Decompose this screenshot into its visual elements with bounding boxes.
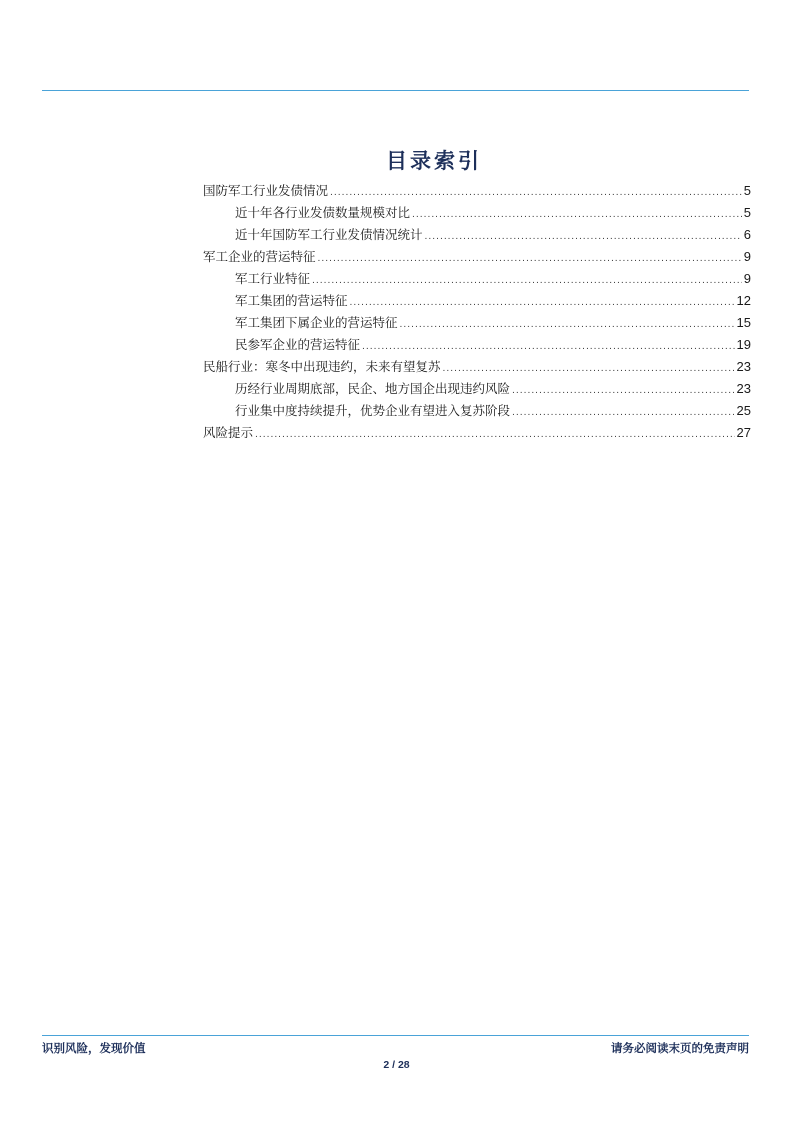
toc-entry-title: 行业集中度持续提升，优势企业有望进入复苏阶段 <box>235 403 511 418</box>
header-divider <box>42 90 749 91</box>
toc-entry[interactable] <box>203 268 751 290</box>
toc-entry-title: 近十年各行业发债数量规模对比 <box>235 205 411 220</box>
toc-entry-page: 6 <box>743 227 751 242</box>
page-number: 2 / 28 <box>383 1059 410 1071</box>
toc-entry-title: 国防军工行业发债情况 <box>203 183 329 198</box>
toc-leader-dots <box>443 358 735 380</box>
toc-entry-title: 军工集团下属企业的营运特征 <box>235 315 398 330</box>
toc-entry-title: 近十年国防军工行业发债情况统计 <box>235 227 423 242</box>
toc-entry[interactable] <box>203 378 751 400</box>
toc-leader-dots <box>412 204 742 226</box>
toc-entry[interactable] <box>203 356 751 378</box>
toc-leader-dots <box>330 182 742 204</box>
toc-entry-page: 5 <box>743 205 751 220</box>
toc-entry-title: 民船行业：寒冬中出现违约，未来有望复苏 <box>203 359 441 374</box>
toc-leader-dots <box>362 336 735 358</box>
toc-entry-page: 27 <box>736 425 751 440</box>
toc-entry[interactable] <box>203 290 751 312</box>
toc-entry[interactable] <box>203 422 751 444</box>
toc-entry-page: 19 <box>736 337 751 352</box>
toc-entry-page: 5 <box>743 183 751 198</box>
toc-entry[interactable] <box>203 312 751 334</box>
toc-leader-dots <box>312 270 742 292</box>
table-of-contents <box>203 180 751 444</box>
toc-entry-title: 风险提示 <box>203 425 254 440</box>
toc-entry-page: 23 <box>736 381 751 396</box>
toc-leader-dots <box>400 314 735 336</box>
toc-entry-page: 9 <box>743 249 751 264</box>
toc-leader-dots <box>255 424 735 446</box>
footer-disclaimer-note: 请务必阅读末页的免责声明 <box>611 1041 749 1055</box>
toc-leader-dots <box>425 226 742 248</box>
toc-entry-title: 军工集团的营运特征 <box>235 293 348 308</box>
toc-entry[interactable] <box>203 400 751 422</box>
toc-entry-page: 25 <box>736 403 751 418</box>
toc-entry-page: 12 <box>736 293 751 308</box>
toc-title: 目录索引 <box>386 148 482 173</box>
toc-entry[interactable] <box>203 224 751 246</box>
toc-entry-page: 15 <box>736 315 751 330</box>
toc-leader-dots <box>318 248 742 270</box>
toc-entry[interactable] <box>203 246 751 268</box>
toc-leader-dots <box>350 292 735 314</box>
toc-entry[interactable] <box>203 334 751 356</box>
toc-entry-title: 军工行业特征 <box>235 271 311 286</box>
toc-entry-title: 民参军企业的营运特征 <box>235 337 361 352</box>
toc-leader-dots <box>512 402 735 424</box>
toc-entry[interactable] <box>203 180 751 202</box>
toc-entry[interactable] <box>203 202 751 224</box>
toc-leader-dots <box>512 380 735 402</box>
toc-entry-title: 历经行业周期底部，民企、地方国企出现违约风险 <box>235 381 511 396</box>
footer-slogan: 识别风险，发现价值 <box>42 1041 146 1055</box>
footer-divider <box>42 1035 749 1036</box>
toc-entry-page: 23 <box>736 359 751 374</box>
toc-entry-page: 9 <box>743 271 751 286</box>
toc-entry-title: 军工企业的营运特征 <box>203 249 316 264</box>
